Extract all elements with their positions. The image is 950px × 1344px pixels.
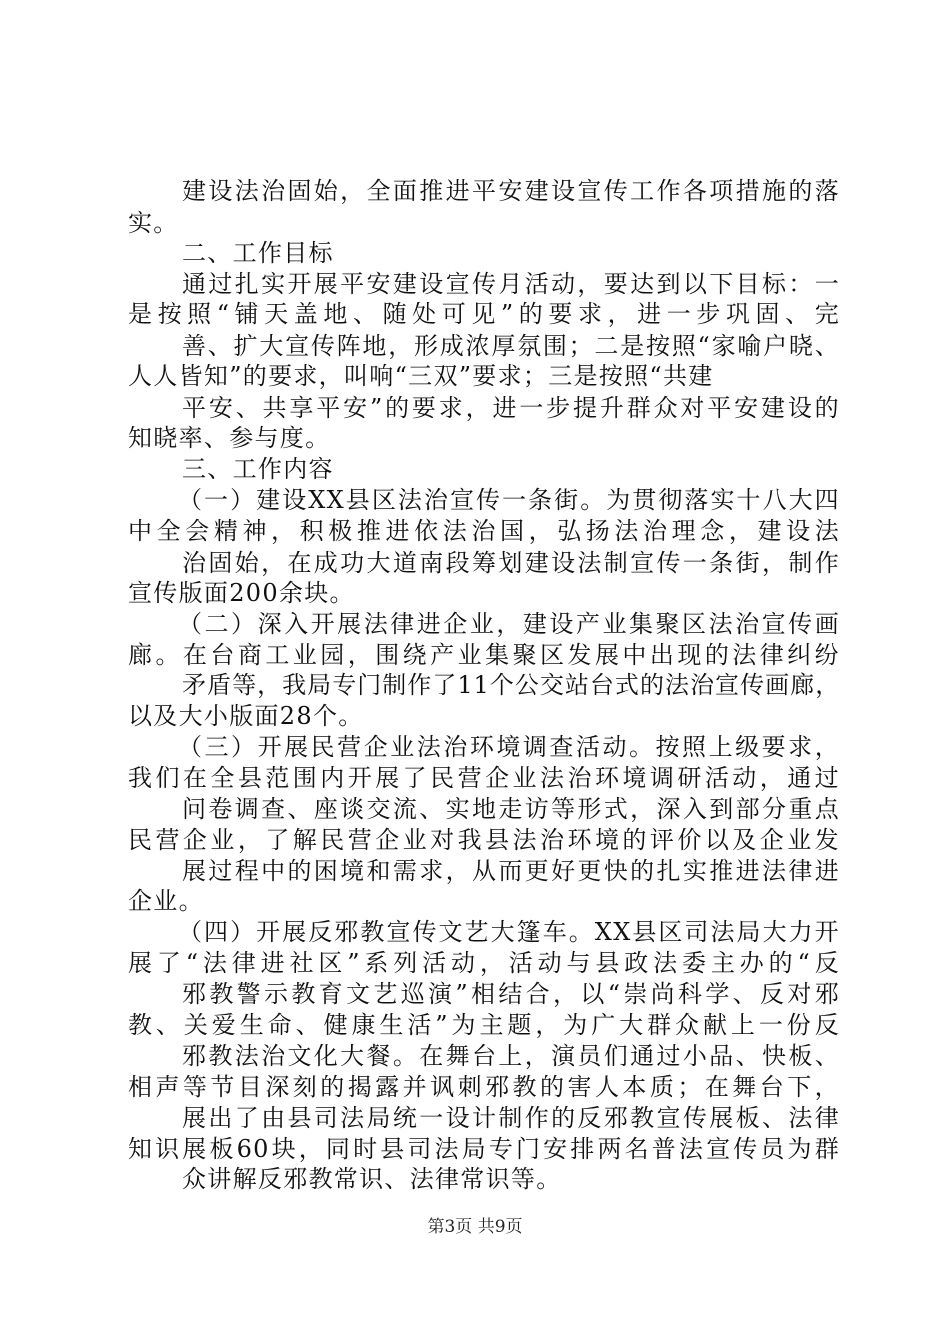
- text-line: （三）开展民营企业法治环境调查活动。按照上级要求，: [178, 733, 840, 761]
- text-line: 邪教法治文化大餐。在舞台上，演员们通过小品、快板、: [182, 1042, 840, 1070]
- text-line: 通过扎实开展平安建设宣传月活动，要达到以下目标：一: [182, 270, 840, 298]
- text-line: （二）深入开展法律进企业，建设产业集聚区法治宣传画: [178, 610, 840, 638]
- section-heading: 二、工作目标: [182, 239, 334, 267]
- text-line: 众讲解反邪教常识、法律常识等。: [182, 1165, 562, 1193]
- text-line: 治固始，在成功大道南段筹划建设法制宣传一条街，制作: [182, 549, 840, 577]
- text-line: 我们在全县范围内开展了民营企业法治环境调研活动，通过: [128, 764, 840, 792]
- text-line: 邪教警示教育文艺巡演”相结合，以“崇尚科学、反对邪: [182, 980, 840, 1008]
- text-line: 中全会精神，积极推进依法治国，弘扬法治理念，建设法: [128, 517, 840, 545]
- text-line: 企业。: [128, 887, 204, 915]
- text-line: 善、扩大宣传阵地，形成浓厚氛围；二是按照“家喻户晓、: [182, 332, 840, 360]
- text-line: 以及大小版面28个。: [128, 702, 364, 730]
- text-line: 相声等节目深刻的揭露并讽刺邪教的害人本质；在舞台下，: [128, 1073, 840, 1101]
- text-line: 问卷调查、座谈交流、实地走访等形式，深入到部分重点: [182, 795, 840, 823]
- text-line: 廊。在台商工业园，围绕产业集聚区发展中出现的法律纠纷: [128, 641, 840, 669]
- text-line: 知晓率、参与度。: [128, 424, 331, 452]
- text-line: 展出了由县司法局统一设计制作的反邪教宣传展板、法律: [182, 1104, 840, 1132]
- text-line: 是按照“铺天盖地、随处可见”的要求，进一步巩固、完: [128, 300, 840, 328]
- text-line: 教、关爱生命、健康生活”为主题，为广大群众献上一份反: [128, 1011, 840, 1039]
- text-line: 矛盾等，我局专门制作了11个公交站台式的法治宣传画廊，: [182, 671, 840, 699]
- page-footer: 第3页 共9页: [427, 1217, 523, 1237]
- text-line: 展了“法律进社区”系列活动，活动与县政法委主办的“反: [128, 949, 840, 977]
- text-line: 民营企业，了解民营企业对我县法治环境的评价以及企业发: [128, 826, 840, 854]
- text-line: 实。: [128, 209, 179, 237]
- text-line: 平安、共享平安”的要求，进一步提升群众对平安建设的: [182, 394, 840, 422]
- text-line: 展过程中的困境和需求，从而更好更快的扎实推进法律进: [182, 857, 840, 885]
- text-line: 人人皆知”的要求，叫响“三双”要求；三是按照“共建: [128, 362, 714, 390]
- text-line: 建设法治固始，全面推进平安建设宣传工作各项措施的落: [182, 177, 840, 205]
- section-heading: 三、工作内容: [182, 455, 334, 483]
- text-line: （四）开展反邪教宣传文艺大篷车。XX县区司法局大力开: [178, 918, 840, 946]
- text-line: （一）建设XX县区法治宣传一条街。为贯彻落实十八大四: [178, 486, 840, 514]
- text-line: 宣传版面200余块。: [128, 579, 355, 607]
- text-line: 知识展板60块，同时县司法局专门安排两名普法宣传员为群: [128, 1135, 840, 1163]
